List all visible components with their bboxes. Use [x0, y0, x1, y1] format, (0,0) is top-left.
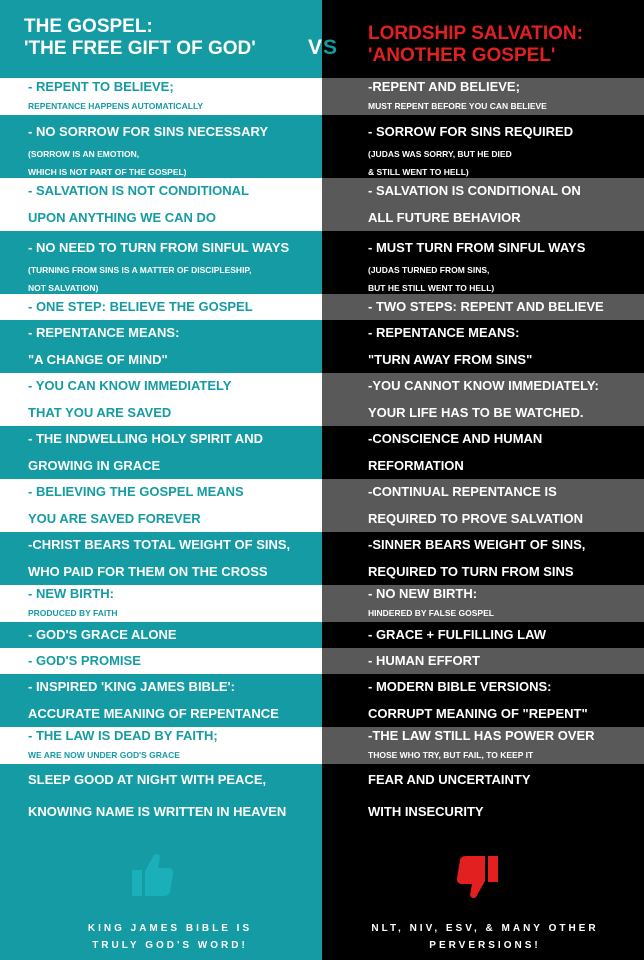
gospel-cell-text: (TURNING FROM SINS IS A MATTER OF DISCIPLESHIP, — [28, 265, 252, 275]
gospel-cell-text: - YOU CAN KNOW IMMEDIATELY — [28, 378, 232, 393]
lordship-cell-text: HINDERED BY FALSE GOSPEL — [368, 607, 494, 618]
comparison-row — [0, 178, 644, 231]
gospel-cell-text: - INSPIRED 'KING JAMES BIBLE': — [28, 679, 235, 694]
lordship-cell-text: YOUR LIFE HAS TO BE WATCHED. — [368, 404, 584, 420]
comparison-row — [0, 320, 644, 373]
comparison-row — [0, 532, 644, 585]
lordship-cell — [322, 479, 644, 532]
lordship-cell-text: REFORMATION — [368, 457, 464, 473]
footer-left — [40, 920, 300, 954]
lordship-cell-text: REQUIRED TO TURN FROM SINS — [368, 563, 574, 579]
lordship-cell-text: CORRUPT MEANING OF "REPENT" — [368, 705, 588, 721]
comparison-row — [0, 294, 644, 320]
lordship-cell — [322, 727, 644, 764]
lordship-cell — [322, 426, 644, 479]
gospel-cell — [0, 320, 322, 373]
lordship-cell-text: (JUDAS TURNED FROM SINS, — [368, 265, 490, 275]
footer-right-line1: NLT, NIV, ESV, & MANY OTHER — [371, 923, 599, 934]
lordship-cell — [322, 674, 644, 727]
comparison-row — [0, 115, 644, 178]
gospel-cell-text: GROWING IN GRACE — [28, 457, 161, 473]
gospel-cell-text: NOT SALVATION) — [28, 283, 99, 293]
lordship-cell — [322, 294, 644, 320]
lordship-cell-text: THOSE WHO TRY, BUT FAIL, TO KEEP IT — [368, 749, 534, 760]
lordship-cell-text: REQUIRED TO PROVE SALVATION — [368, 510, 584, 526]
gospel-cell-text: (SORROW IS AN EMOTION, — [28, 149, 140, 159]
lordship-cell — [322, 764, 644, 827]
lordship-cell-text: - GRACE + FULFILLING LAW — [368, 627, 547, 642]
comparison-row — [0, 727, 644, 764]
lordship-cell — [322, 532, 644, 585]
thumbs-down-icon — [456, 854, 498, 900]
comparison-row — [0, 231, 644, 294]
gospel-cell-text: - THE INDWELLING HOLY SPIRIT AND — [28, 431, 263, 446]
lordship-cell-text: - MUST TURN FROM SINFUL WAYS — [368, 240, 586, 255]
gospel-title — [24, 16, 256, 60]
gospel-cell-text: - GOD'S GRACE ALONE — [28, 627, 177, 642]
gospel-cell-text: - THE LAW IS DEAD BY FAITH; — [28, 728, 218, 743]
footer-left-line2: TRULY GOD'S WORD! — [92, 940, 248, 951]
gospel-cell-text: -CHRIST BEARS TOTAL WEIGHT OF SINS, — [28, 537, 291, 552]
lordship-cell-text: - SORROW FOR SINS REQUIRED — [368, 124, 574, 139]
comparison-row — [0, 78, 644, 115]
gospel-cell — [0, 585, 322, 622]
comparison-row — [0, 373, 644, 426]
comparison-rows — [0, 78, 644, 827]
lordship-title-line2: 'ANOTHER GOSPEL' — [368, 45, 556, 66]
lordship-cell-text: -SINNER BEARS WEIGHT OF SINS, — [368, 537, 586, 552]
lordship-cell-text: & STILL WENT TO HELL) — [368, 167, 469, 177]
gospel-cell-text: - NEW BIRTH: — [28, 586, 114, 601]
gospel-cell — [0, 426, 322, 479]
gospel-cell — [0, 532, 322, 585]
gospel-cell — [0, 178, 322, 231]
gospel-cell-text: - NO SORROW FOR SINS NECESSARY — [28, 124, 269, 139]
lordship-cell-text: - MODERN BIBLE VERSIONS: — [368, 679, 552, 694]
lordship-cell-text: -YOU CANNOT KNOW IMMEDIATELY: — [368, 378, 599, 393]
comparison-row — [0, 426, 644, 479]
versus-label — [308, 36, 338, 60]
gospel-cell — [0, 764, 322, 827]
gospel-cell-text: WE ARE NOW UNDER GOD'S GRACE — [28, 749, 180, 760]
lordship-cell — [322, 231, 644, 294]
gospel-cell-text: YOU ARE SAVED FOREVER — [28, 510, 201, 526]
lordship-cell-text: ALL FUTURE BEHAVIOR — [368, 209, 521, 225]
thumbs-up-icon — [132, 852, 174, 898]
lordship-cell — [322, 178, 644, 231]
lordship-cell-text: -CONTINUAL REPENTANCE IS — [368, 484, 557, 499]
gospel-cell-text: THAT YOU ARE SAVED — [28, 404, 172, 420]
gospel-cell-text: - REPENTANCE MEANS: — [28, 325, 180, 340]
footer-left-line1: KING JAMES BIBLE IS — [87, 923, 253, 934]
gospel-cell — [0, 727, 322, 764]
gospel-cell-text: - BELIEVING THE GOSPEL MEANS — [28, 484, 244, 499]
gospel-cell-text: - ONE STEP: BELIEVE THE GOSPEL — [28, 299, 253, 314]
lordship-cell-text: (JUDAS WAS SORRY, BUT HE DIED — [368, 149, 512, 159]
comparison-row — [0, 479, 644, 532]
lordship-cell-text: - HUMAN EFFORT — [368, 653, 480, 668]
lordship-cell-text: -CONSCIENCE AND HUMAN — [368, 431, 543, 446]
lordship-cell-text: "TURN AWAY FROM SINS" — [368, 351, 533, 367]
gospel-cell-text: - REPENT TO BELIEVE; — [28, 79, 174, 94]
lordship-cell — [322, 622, 644, 648]
gospel-cell — [0, 674, 322, 727]
versus-s: S — [323, 36, 339, 59]
gospel-cell-text: PRODUCED BY FAITH — [28, 607, 118, 618]
gospel-cell-text: "A CHANGE OF MIND" — [28, 351, 168, 367]
lordship-cell — [322, 648, 644, 674]
gospel-title-line1: THE GOSPEL: — [24, 16, 153, 37]
comparison-row — [0, 622, 644, 648]
lordship-cell — [322, 320, 644, 373]
comparison-row — [0, 764, 644, 827]
lordship-cell-text: WITH INSECURITY — [368, 803, 484, 819]
lordship-cell-text: - REPENTANCE MEANS: — [368, 325, 520, 340]
gospel-cell-text: SLEEP GOOD AT NIGHT WITH PEACE, — [28, 772, 267, 787]
gospel-cell-text: - GOD'S PROMISE — [28, 653, 141, 668]
gospel-cell — [0, 78, 322, 115]
lordship-cell-text: - TWO STEPS: REPENT AND BELIEVE — [368, 299, 604, 314]
lordship-cell — [322, 78, 644, 115]
lordship-title — [368, 23, 583, 67]
gospel-cell-text: - NO NEED TO TURN FROM SINFUL WAYS — [28, 240, 290, 255]
lordship-cell-text: - SALVATION IS CONDITIONAL ON — [368, 183, 581, 198]
gospel-cell — [0, 373, 322, 426]
gospel-cell — [0, 115, 322, 178]
lordship-cell — [322, 115, 644, 178]
lordship-cell-text: BUT HE STILL WENT TO HELL) — [368, 283, 495, 293]
gospel-cell — [0, 622, 322, 648]
lordship-cell-text: FEAR AND UNCERTAINTY — [368, 772, 531, 787]
gospel-cell-text: ACCURATE MEANING OF REPENTANCE — [28, 705, 279, 721]
lordship-cell — [322, 585, 644, 622]
lordship-cell-text: -THE LAW STILL HAS POWER OVER — [368, 728, 595, 743]
gospel-cell — [0, 294, 322, 320]
lordship-cell-text: -REPENT AND BELIEVE; — [368, 79, 520, 94]
lordship-cell-text: - NO NEW BIRTH: — [368, 586, 478, 601]
gospel-cell-text: KNOWING NAME IS WRITTEN IN HEAVEN — [28, 803, 287, 819]
gospel-cell — [0, 231, 322, 294]
lordship-cell — [322, 373, 644, 426]
gospel-cell-text: UPON ANYTHING WE CAN DO — [28, 209, 217, 225]
gospel-cell-text: WHO PAID FOR THEM ON THE CROSS — [28, 563, 268, 579]
footer-right — [350, 920, 620, 954]
comparison-row — [0, 585, 644, 622]
gospel-title-line2: 'THE FREE GIFT OF GOD' — [24, 38, 256, 59]
versus-v: V — [308, 36, 324, 59]
lordship-title-line1: LORDSHIP SALVATION: — [368, 23, 583, 44]
lordship-cell-text: MUST REPENT BEFORE YOU CAN BELIEVE — [368, 100, 547, 111]
footer-right-line2: PERVERSIONS! — [429, 940, 541, 951]
gospel-cell-text: WHICH IS NOT PART OF THE GOSPEL) — [28, 167, 187, 177]
gospel-cell-text: - SALVATION IS NOT CONDITIONAL — [28, 183, 249, 198]
gospel-cell-text: REPENTANCE HAPPENS AUTOMATICALLY — [28, 100, 204, 111]
gospel-cell — [0, 479, 322, 532]
comparison-row — [0, 674, 644, 727]
gospel-cell — [0, 648, 322, 674]
comparison-row — [0, 648, 644, 674]
